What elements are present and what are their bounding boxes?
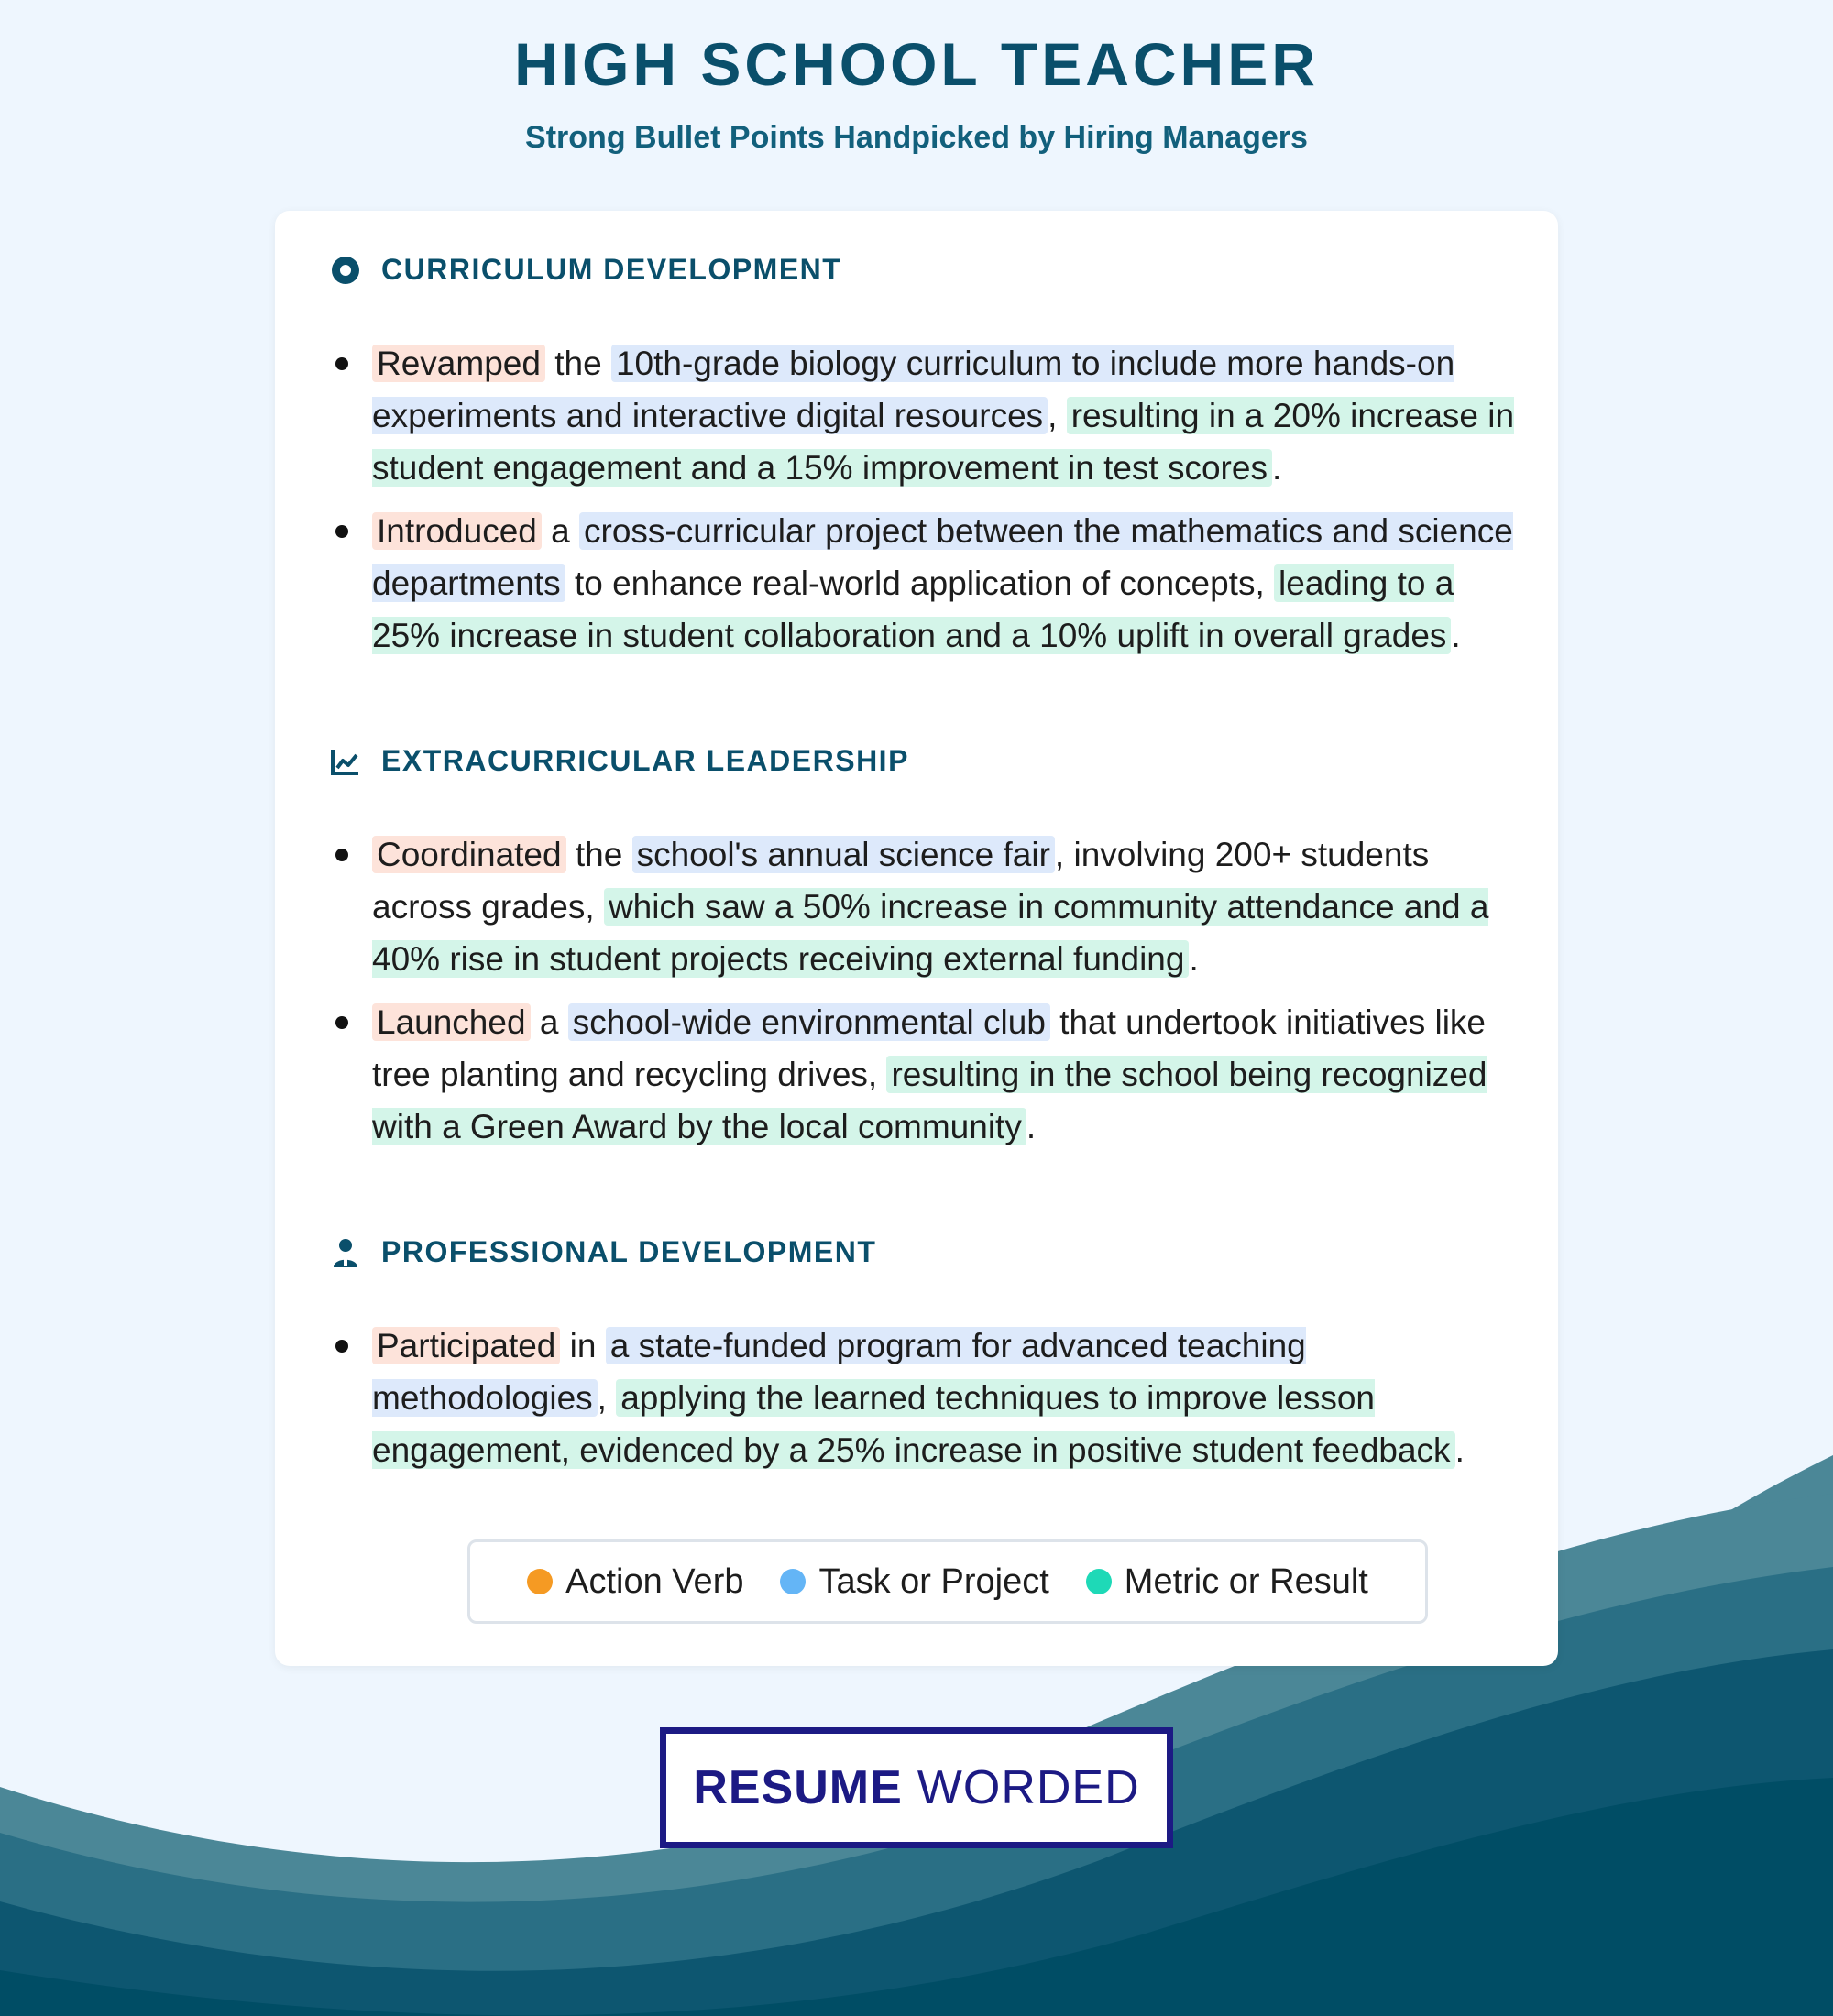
plain-text: . — [1271, 449, 1282, 487]
bullet-dot-icon — [335, 1340, 348, 1353]
plain-text: that undertook initiatives like tree planting and recycling drives, — [372, 1003, 1486, 1093]
action-verb-highlight: Coordinated — [372, 836, 566, 873]
section-title-text: PROFESSIONAL DEVELOPMENT — [381, 1235, 877, 1268]
plain-text: , involving 200+ students across grades, — [372, 836, 1430, 926]
logo-text-light: WORDED — [916, 1761, 1140, 1814]
page-title: HIGH SCHOOL TEACHER — [514, 30, 1319, 98]
section-title-professional-development — [330, 1235, 876, 1269]
task-highlight: 10th-grade biology curriculum to include more hands-on experiments and interactive digital resources — [372, 345, 1455, 434]
plain-text: to enhance real-world application of concepts, — [565, 564, 1275, 602]
bullet-text — [372, 1320, 1527, 1476]
metric-highlight: resulting in a 20% increase in student engagement and a 15% improvement in test scores — [372, 397, 1515, 487]
action-verb-highlight: Revamped — [372, 345, 545, 382]
bullet-dot-icon — [335, 357, 348, 370]
task-highlight: cross-curricular project between the mathematics and science departments — [372, 512, 1513, 602]
plain-text: a — [530, 1003, 568, 1041]
action-verb-highlight: Launched — [372, 1003, 531, 1041]
blue-dot-icon — [780, 1569, 806, 1594]
plain-text: . — [1451, 617, 1461, 654]
page-header — [0, 27, 1833, 156]
action-verb-highlight: Participated — [372, 1327, 560, 1364]
legend-action-verb — [527, 1562, 743, 1602]
legend-label: Metric or Result — [1124, 1561, 1368, 1601]
plain-text: , — [597, 1379, 617, 1417]
bullet-points-card — [275, 211, 1558, 1666]
bullet-dot-icon — [335, 525, 348, 538]
bullet-list — [335, 828, 1527, 1164]
plain-text: a — [541, 512, 579, 550]
bullet-point — [335, 337, 1527, 494]
highlight-legend — [467, 1539, 1428, 1624]
plain-text: . — [1454, 1431, 1465, 1469]
page-subtitle: Strong Bullet Points Handpicked by Hiring Managers — [525, 120, 1308, 155]
plain-text: . — [1026, 1108, 1037, 1145]
resume-worded-logo[interactable] — [660, 1727, 1173, 1848]
metric-highlight: applying the learned techniques to improve lesson engagement, evidenced by a 25% increase in positive student feedback — [372, 1379, 1455, 1469]
bullet-list — [335, 1320, 1527, 1487]
legend-label: Action Verb — [565, 1561, 744, 1601]
section-title-text: CURRICULUM DEVELOPMENT — [381, 253, 842, 286]
person-icon — [330, 1237, 361, 1268]
bullet-dot-icon — [335, 1016, 348, 1029]
section-title-extracurricular-leadership — [330, 744, 909, 778]
chart-line-icon — [330, 746, 361, 777]
metric-highlight: which saw a 50% increase in community attendance and a 40% rise in student projects receiving external funding — [372, 888, 1489, 978]
bullet-point — [335, 505, 1527, 662]
plain-text: the — [544, 345, 611, 382]
task-highlight: school-wide environmental club — [568, 1003, 1050, 1041]
bullet-list — [335, 337, 1527, 673]
teal-dot-icon — [1086, 1569, 1112, 1594]
plain-text: in — [560, 1327, 606, 1364]
plain-text: the — [565, 836, 632, 873]
bullet-point — [335, 996, 1527, 1153]
bullet-text — [372, 996, 1527, 1153]
bullet-text — [372, 505, 1527, 662]
task-highlight: school's annual science fair — [632, 836, 1055, 873]
section-title-text: EXTRACURRICULAR LEADERSHIP — [381, 744, 909, 777]
legend-metric-or-result — [1086, 1562, 1368, 1602]
legend-label: Task or Project — [818, 1561, 1049, 1601]
orange-dot-icon — [527, 1569, 553, 1594]
logo-text-strong: RESUME — [693, 1761, 903, 1814]
bullet-text — [372, 337, 1527, 494]
target-icon — [330, 255, 361, 286]
bullet-point — [335, 1320, 1527, 1476]
legend-task-or-project — [780, 1562, 1048, 1602]
bullet-dot-icon — [335, 849, 348, 861]
bullet-text — [372, 828, 1527, 985]
section-title-curriculum-development — [330, 253, 841, 287]
plain-text: , — [1048, 397, 1067, 434]
metric-highlight: resulting in the school being recognized with a Green Award by the local community — [372, 1056, 1487, 1145]
task-highlight: a state-funded program for advanced teaching methodologies — [372, 1327, 1306, 1417]
plain-text: . — [1189, 940, 1199, 978]
metric-highlight: leading to a 25% increase in student collaboration and a 10% uplift in overall grades — [372, 564, 1454, 654]
action-verb-highlight: Introduced — [372, 512, 542, 550]
bullet-point — [335, 828, 1527, 985]
